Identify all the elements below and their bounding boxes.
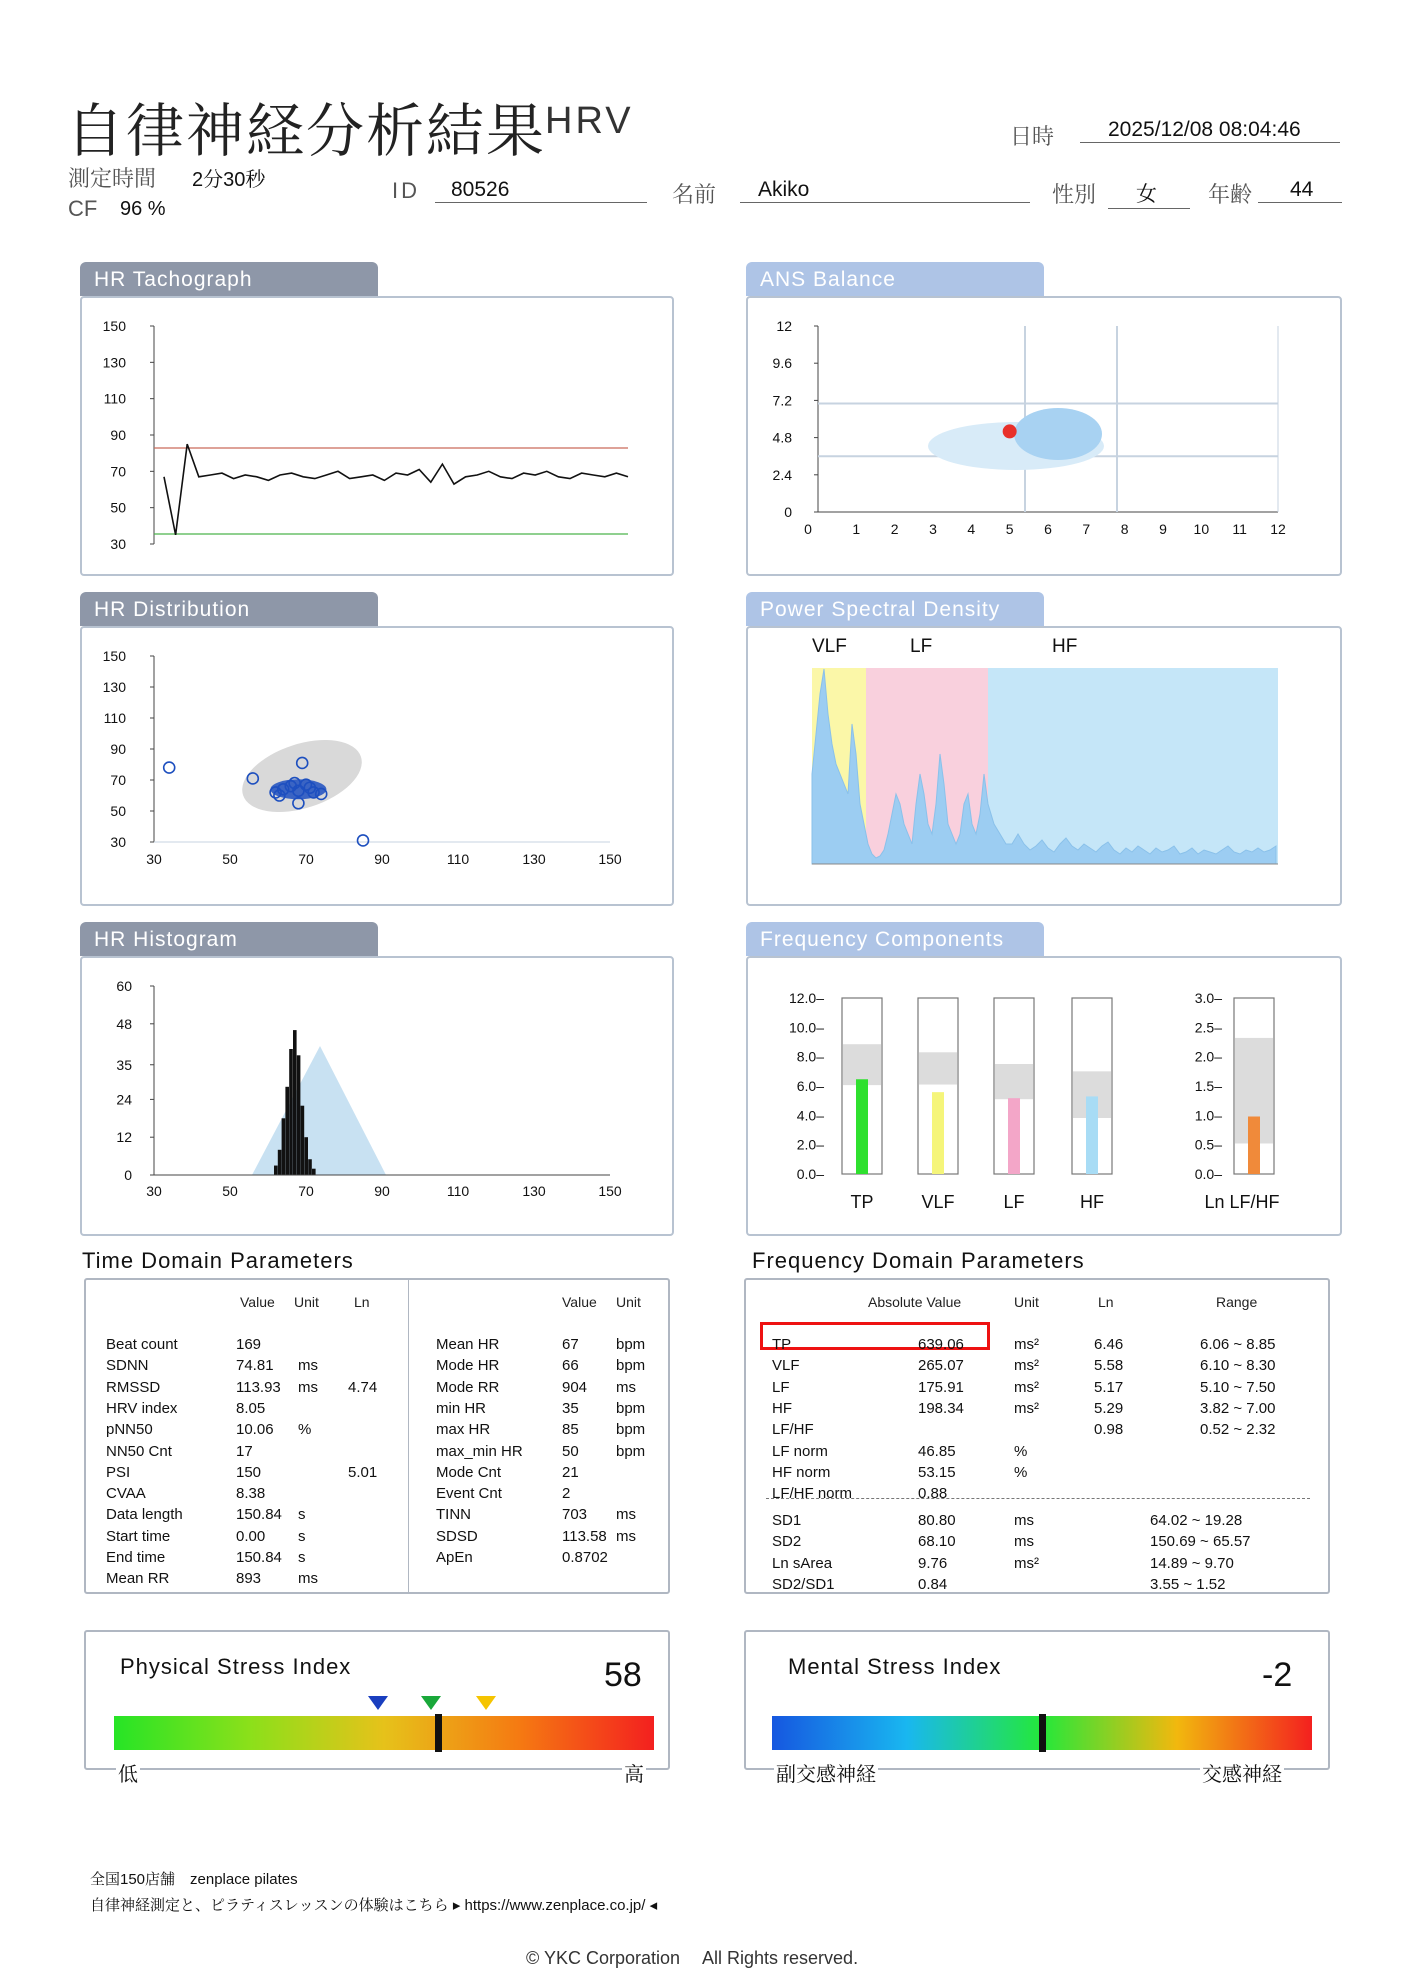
mental-stress-panel (744, 1630, 1330, 1786)
fc-label: LF (1003, 1192, 1025, 1212)
tick-label: 0 (124, 1167, 132, 1183)
td-unit: ms (298, 1357, 318, 1375)
fc-bar (1248, 1117, 1260, 1174)
td-unit: bpm (616, 1357, 646, 1375)
fd-param: SD2 (772, 1533, 802, 1551)
fd-unit: ms (1014, 1512, 1034, 1529)
tick-label: 2.4 (772, 466, 792, 483)
tick-label: 90 (374, 1183, 390, 1199)
physical-stress-title: Physical Stress Index (120, 1654, 352, 1679)
fd-value: 9.76 (918, 1554, 948, 1572)
marker-blue-icon (368, 1696, 388, 1710)
tick-label: 130 (522, 851, 546, 867)
td-value: 35 (562, 1399, 579, 1417)
tick-label: 2 (890, 521, 899, 537)
td-ln: 5.01 (348, 1463, 378, 1481)
report-subtitle: HRV (545, 100, 634, 142)
td-param: pNN50 (106, 1421, 153, 1439)
th-ln: Ln (354, 1294, 370, 1310)
tick-label: 50 (222, 851, 238, 867)
distribution-cluster (270, 779, 326, 799)
physical-stress-panel (84, 1630, 670, 1786)
marker-green-icon (421, 1696, 441, 1710)
distribution-ellipse (233, 726, 371, 825)
hr-tachograph-chart (80, 296, 674, 576)
fc-label: Ln LF/HF (1204, 1192, 1280, 1212)
td-value: 904 (562, 1378, 588, 1396)
psd-chart (746, 626, 1342, 906)
fd-param: LF/HF norm (772, 1485, 853, 1503)
td-value: 703 (562, 1506, 588, 1524)
th-unit: Unit (1014, 1294, 1039, 1310)
fc-bar (1008, 1098, 1020, 1174)
tab-frequency-components: Frequency Components (746, 922, 1044, 956)
footer-link[interactable]: 自律神経測定と、ピラティスレッスンの体験はこちら ▸ https://www.zenplace.co.jp/ ◂ (90, 1897, 658, 1914)
tick-label: 150 (598, 851, 622, 867)
fd-range: 6.10 ~ 8.30 (1200, 1357, 1276, 1375)
tick-label: 150 (598, 1183, 622, 1199)
td-param: Mode HR (436, 1357, 500, 1375)
tick-label: 35 (116, 1056, 132, 1073)
td-value: 17 (236, 1442, 253, 1460)
fd-param: LF norm (772, 1442, 828, 1460)
histogram-bar (278, 1150, 282, 1175)
fd-value: 265.07 (918, 1357, 964, 1375)
td-value: 893 (236, 1570, 262, 1588)
tick-label: 0 (804, 521, 812, 537)
histogram-bar (293, 1030, 297, 1175)
distribution-point (358, 835, 369, 846)
tick-label: 6 (1044, 521, 1052, 537)
fd-unit: ms² (1014, 1378, 1039, 1396)
fd-range: 5.10 ~ 7.50 (1200, 1378, 1276, 1396)
tick-label: 0.0– (1194, 1166, 1222, 1182)
th-unit: Unit (616, 1294, 641, 1310)
fd-range: 6.06 ~ 8.85 (1200, 1336, 1276, 1353)
tick-label: 30 (146, 851, 162, 867)
sex-value: 女 (1108, 178, 1190, 209)
histogram-bar (297, 1055, 301, 1175)
date-label: 日時 (1010, 124, 1055, 149)
td-value: 21 (562, 1463, 579, 1481)
td-param: RMSSD (106, 1378, 161, 1396)
td-value: 67 (562, 1336, 579, 1353)
th-ln: Ln (1098, 1294, 1114, 1310)
tick-label: 90 (110, 741, 126, 757)
td-param: Mode RR (436, 1378, 500, 1396)
footer-line1: 全国150店舗 zenplace pilates (90, 1871, 298, 1888)
td-param: CVAA (106, 1485, 146, 1503)
fd-param: HF norm (772, 1463, 831, 1481)
tab-hr-distribution: HR Distribution (80, 592, 378, 626)
hr-series-line (164, 444, 628, 535)
td-value: 2 (562, 1485, 571, 1503)
frequency-components-chart (746, 956, 1342, 1236)
fd-range: 64.02 ~ 19.28 (1150, 1512, 1243, 1529)
freq-domain-title: Frequency Domain Parameters (752, 1248, 1085, 1273)
tab-ans-balance: ANS Balance (746, 262, 1044, 296)
tick-label: 7 (1082, 521, 1091, 537)
fd-unit: ms² (1014, 1399, 1039, 1417)
physical-stress-bar (114, 1716, 654, 1750)
tick-label: 4 (967, 521, 976, 537)
th-value: Value (240, 1294, 275, 1310)
tick-label: 70 (110, 772, 126, 788)
td-param: Data length (106, 1506, 183, 1524)
th-range: Range (1216, 1294, 1258, 1310)
tab-hr-tachograph: HR Tachograph (80, 262, 378, 296)
tick-label: 12 (116, 1129, 132, 1146)
age-label: 年齢 (1208, 182, 1253, 207)
fd-value: 46.85 (918, 1442, 956, 1460)
fd-value: 639.06 (918, 1336, 964, 1353)
histogram-bar (301, 1106, 305, 1175)
td-unit: % (298, 1421, 312, 1439)
tick-label: 110 (103, 710, 126, 726)
fd-unit: % (1014, 1463, 1028, 1481)
name-label: 名前 (672, 182, 717, 207)
hr-histogram-chart (80, 956, 674, 1236)
fd-value: 175.91 (918, 1378, 964, 1396)
sex-label: 性別 (1052, 182, 1097, 207)
fc-range-band (995, 1064, 1033, 1099)
td-value: 169 (236, 1336, 262, 1353)
fc-range-band (843, 1044, 881, 1085)
histogram-bar (304, 1137, 308, 1175)
ans-current-point (1003, 424, 1017, 438)
tick-label: 150 (102, 648, 126, 664)
ans-balance-chart (746, 296, 1342, 576)
histogram-bar (285, 1087, 289, 1175)
fd-param: LF (772, 1378, 790, 1396)
histogram-bar (308, 1159, 312, 1175)
fd-unit: ms² (1014, 1554, 1039, 1572)
mental-stress-title: Mental Stress Index (788, 1654, 1002, 1679)
tab-hr-histogram: HR Histogram (80, 922, 378, 956)
histogram-bar (289, 1049, 293, 1175)
fc-bar (1086, 1096, 1098, 1174)
physical-markers (366, 1694, 496, 1714)
fd-value: 0.84 (918, 1575, 948, 1593)
cf-value: 96 % (120, 198, 166, 220)
mental-stress-value: -2 (1262, 1656, 1293, 1694)
fc-bar (856, 1079, 868, 1174)
tick-label: 70 (298, 851, 314, 867)
tick-label: 60 (116, 978, 132, 994)
psd-band-label: HF (1052, 636, 1078, 657)
tick-label: 1.5– (1194, 1078, 1222, 1094)
fc-label: VLF (921, 1192, 955, 1212)
td-ln: 4.74 (348, 1378, 378, 1396)
tick-label: 48 (116, 1015, 132, 1032)
td-param: End time (106, 1549, 166, 1566)
tick-label: 50 (222, 1183, 238, 1199)
parasympathetic-label: 副交感神経 (774, 1758, 878, 1787)
distribution-point (164, 762, 175, 773)
hr-distribution-chart (80, 626, 674, 906)
fd-value: 53.15 (918, 1463, 956, 1481)
tick-label: 130 (522, 1183, 546, 1199)
histogram-bar (274, 1166, 278, 1175)
td-value: 50 (562, 1442, 579, 1460)
fd-range: 0.52 ~ 2.32 (1200, 1421, 1276, 1439)
tick-label: 8.0– (796, 1048, 824, 1065)
tick-label: 110 (446, 1183, 470, 1199)
td-unit: s (298, 1506, 306, 1524)
td-param: SDNN (106, 1357, 149, 1375)
tick-label: 24 (116, 1091, 132, 1108)
td-unit: ms (298, 1570, 318, 1588)
th-unit: Unit (294, 1294, 319, 1310)
tick-label: 50 (110, 499, 126, 516)
tick-label: 10 (1193, 521, 1210, 537)
td-value: 150 (236, 1463, 262, 1481)
td-unit: ms (298, 1378, 318, 1396)
td-value: 113.58 (562, 1527, 607, 1545)
histogram-triangle (252, 1046, 386, 1175)
td-value: 0.00 (236, 1527, 266, 1545)
td-param: max HR (436, 1421, 491, 1439)
tick-label: 0 (784, 504, 792, 520)
id-label: ID (392, 178, 420, 203)
td-param: Start time (106, 1527, 171, 1545)
tick-label: 2.5– (1194, 1019, 1222, 1036)
duration-label: 測定時間 (68, 166, 157, 191)
time-domain-title: Time Domain Parameters (82, 1248, 354, 1273)
td-unit: s (298, 1549, 306, 1566)
fd-unit: ms² (1014, 1336, 1039, 1353)
fc-range-band (919, 1052, 957, 1084)
tick-label: 30 (110, 834, 126, 850)
fd-param: HF (772, 1399, 792, 1417)
fd-ln: 5.17 (1094, 1378, 1124, 1396)
tick-label: 1.0– (1194, 1107, 1222, 1124)
tick-label: 90 (110, 427, 126, 443)
physical-stress-indicator (435, 1714, 442, 1752)
tick-label: 70 (298, 1183, 314, 1199)
tick-label: 110 (446, 851, 470, 867)
tick-label: 30 (146, 1183, 162, 1199)
td-param: SDSD (436, 1527, 478, 1545)
name-value: Akiko (740, 178, 1030, 203)
tick-label: 12 (1270, 521, 1286, 537)
tick-label: 7.2 (772, 392, 792, 409)
fd-param: TP (772, 1336, 792, 1353)
fd-range: 14.89 ~ 9.70 (1150, 1554, 1234, 1572)
td-unit: bpm (616, 1421, 646, 1439)
report-title: 自律神経分析結果 (66, 97, 547, 165)
fd-value: 68.10 (918, 1533, 956, 1551)
fd-ln: 5.29 (1094, 1399, 1124, 1417)
histogram-bar (312, 1169, 316, 1175)
tick-label: 5 (1005, 521, 1014, 537)
td-value: 85 (562, 1421, 579, 1439)
tick-label: 150 (102, 318, 126, 334)
copyright: © YKC Corporation All Rights reserved. (526, 1948, 859, 1968)
th-absolute-value: Absolute Value (868, 1294, 962, 1310)
td-value: 8.05 (236, 1399, 266, 1417)
tick-label: 130 (102, 354, 126, 371)
td-unit: bpm (616, 1442, 646, 1460)
td-param: ApEn (436, 1549, 473, 1566)
tick-label: 50 (110, 803, 126, 819)
tick-label: 9 (1159, 521, 1167, 537)
fd-param: Ln sArea (772, 1554, 833, 1572)
fd-value: 80.80 (918, 1512, 956, 1529)
tick-label: 4.8 (772, 429, 792, 446)
td-unit: bpm (616, 1399, 646, 1417)
fd-unit: ms (1014, 1533, 1034, 1551)
tick-label: 2.0– (796, 1136, 824, 1153)
tick-label: 70 (110, 463, 126, 480)
td-param: max_min HR (436, 1442, 523, 1460)
fd-value: 198.34 (918, 1399, 964, 1417)
tick-label: 4.0– (796, 1107, 824, 1124)
age-value: 44 (1258, 178, 1342, 203)
freq-domain-table (744, 1278, 1330, 1594)
tick-label: 1 (852, 521, 861, 537)
id-value: 80526 (435, 178, 647, 203)
tick-label: 3.0– (1194, 990, 1222, 1006)
tick-label: 90 (374, 851, 390, 867)
tick-label: 0.0– (796, 1166, 824, 1182)
td-param: min HR (436, 1399, 487, 1417)
td-param: Event Cnt (436, 1485, 502, 1503)
td-value: 10.06 (236, 1421, 274, 1439)
fd-range: 3.55 ~ 1.52 (1150, 1575, 1226, 1593)
tick-label: 8 (1120, 521, 1129, 537)
fd-param: LF/HF (772, 1421, 814, 1439)
fd-param: SD2/SD1 (772, 1575, 835, 1593)
td-param: Mean RR (106, 1570, 170, 1588)
tick-label: 11 (1232, 521, 1247, 537)
td-param: NN50 Cnt (106, 1442, 172, 1460)
td-value: 150.84 (236, 1549, 282, 1566)
tick-label: 12.0– (788, 990, 824, 1006)
fd-range: 3.82 ~ 7.00 (1200, 1399, 1276, 1417)
fd-unit: % (1014, 1442, 1028, 1460)
tick-label: 12 (776, 318, 792, 334)
fc-label: TP (850, 1192, 874, 1212)
psd-band-label: VLF (812, 636, 847, 657)
sympathetic-label: 交感神経 (1200, 1758, 1284, 1787)
ans-inner-ellipse (1014, 408, 1102, 460)
td-unit: ms (616, 1378, 636, 1396)
fc-bar (932, 1092, 944, 1174)
fd-ln: 5.58 (1094, 1357, 1124, 1375)
marker-yellow-icon (476, 1696, 496, 1710)
td-value: 8.38 (236, 1485, 266, 1503)
tick-label: 130 (102, 679, 126, 695)
td-unit: bpm (616, 1336, 646, 1353)
cf-label: CF (68, 196, 98, 221)
tick-label: 2.0– (1194, 1048, 1222, 1065)
low-label: 低 (116, 1758, 140, 1787)
td-param: Mean HR (436, 1336, 500, 1353)
date-value: 2025/12/08 08:04:46 (1080, 118, 1340, 143)
time-domain-table (84, 1278, 670, 1594)
physical-stress-value: 58 (604, 1656, 642, 1694)
psd-band-label: LF (910, 636, 933, 657)
high-label: 高 (622, 1758, 646, 1787)
tick-label: 10.0– (788, 1019, 824, 1036)
fd-range: 150.69 ~ 65.57 (1150, 1533, 1251, 1551)
histogram-bar (282, 1118, 286, 1175)
tick-label: 0.5– (1194, 1136, 1222, 1153)
td-param: Beat count (106, 1336, 178, 1353)
fd-value: 0.88 (918, 1485, 948, 1503)
fd-param: VLF (772, 1357, 800, 1375)
td-param: TINN (436, 1506, 471, 1524)
fd-unit: ms² (1014, 1357, 1039, 1375)
fd-ln: 6.46 (1094, 1336, 1124, 1353)
mental-stress-indicator (1039, 1714, 1046, 1752)
td-unit: ms (616, 1527, 636, 1545)
td-value: 150.84 (236, 1506, 282, 1524)
fd-param: SD1 (772, 1512, 802, 1529)
tick-label: 30 (110, 536, 126, 552)
th-value: Value (562, 1294, 597, 1310)
tick-label: 3 (929, 521, 937, 537)
tab-psd: Power Spectral Density (746, 592, 1044, 626)
td-param: PSI (106, 1463, 131, 1481)
tick-label: 9.6 (772, 355, 792, 372)
td-value: 74.81 (236, 1357, 274, 1375)
fc-label: HF (1080, 1192, 1104, 1212)
td-param: HRV index (106, 1399, 178, 1417)
td-param: Mode Cnt (436, 1463, 502, 1481)
duration-value: 2分30秒 (192, 169, 266, 191)
fd-ln: 0.98 (1094, 1421, 1124, 1439)
td-value: 113.93 (236, 1378, 281, 1396)
td-value: 0.8702 (562, 1549, 608, 1566)
hf-band (988, 668, 1278, 864)
tick-label: 6.0– (796, 1078, 824, 1094)
td-unit: s (298, 1527, 306, 1545)
tick-label: 110 (103, 390, 126, 407)
td-value: 66 (562, 1357, 579, 1375)
td-unit: ms (616, 1506, 636, 1524)
